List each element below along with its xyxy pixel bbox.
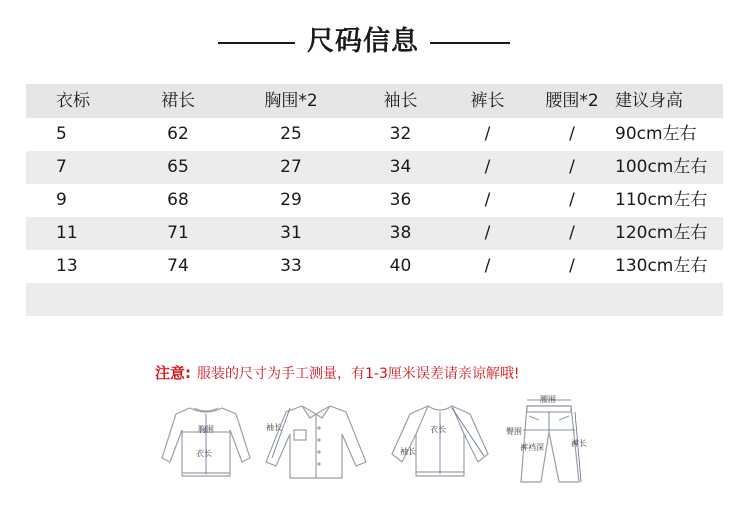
title-bar <box>0 22 750 62</box>
waist-label: 腰围 <box>540 395 556 404</box>
table-row-empty <box>26 283 723 316</box>
length-label: 衣长 <box>196 449 212 458</box>
shirt-outline-icon <box>262 400 370 482</box>
sleeve-label: 袖长 <box>400 447 416 456</box>
rise-label: 裤裆深 <box>520 443 544 452</box>
length-label: 衣长 <box>430 425 446 434</box>
table-cell: / <box>484 256 491 276</box>
notice-text: 服装的尺寸为手工测量，有1-3厘米误差请亲谅解哦! <box>197 366 520 382</box>
sweater-diagram <box>160 400 252 480</box>
size-table <box>26 84 723 316</box>
title-rule-left <box>218 42 295 44</box>
table-cell: / <box>484 157 491 177</box>
table-cell: 34 <box>389 157 412 177</box>
table-cell: 71 <box>167 223 189 243</box>
table-cell: 36 <box>389 190 412 210</box>
length-label: 裤长 <box>571 439 587 448</box>
table-cell: 5 <box>56 124 67 144</box>
header-cell: 建议身高 <box>615 90 683 111</box>
table-cell: / <box>569 223 575 243</box>
table-row <box>26 250 723 283</box>
table-cell: 33 <box>280 256 302 276</box>
chest-label: 胸围 <box>198 425 214 434</box>
notice <box>155 362 519 383</box>
header-cell: 腰围*2 <box>545 90 599 111</box>
table-cell: / <box>569 256 575 276</box>
table-cell: 11 <box>56 223 78 243</box>
raglan-diagram <box>390 400 490 480</box>
table-row <box>26 118 723 151</box>
table-cell: 40 <box>389 256 412 276</box>
table-cell: / <box>569 190 575 210</box>
pants-diagram <box>505 394 595 486</box>
table-cell: 38 <box>389 223 412 243</box>
shirt-diagram <box>262 400 370 482</box>
table-cell: 68 <box>167 190 189 210</box>
table-row <box>26 184 723 217</box>
table-row <box>26 151 723 184</box>
header-cell: 裙长 <box>161 90 195 111</box>
table-cell: / <box>569 157 575 177</box>
table-cell: 25 <box>280 124 302 144</box>
table-cell: 90cm左右 <box>615 124 697 144</box>
notice-label: 注意: <box>155 364 191 382</box>
table-cell: 27 <box>280 157 302 177</box>
sweater-outline-icon <box>160 400 252 480</box>
table-header <box>26 84 723 118</box>
raglan-outline-icon <box>390 400 490 480</box>
table-cell: 13 <box>56 256 78 276</box>
table-cell: 65 <box>167 157 189 177</box>
table-cell: / <box>484 124 491 144</box>
title-rule-right <box>430 42 510 44</box>
hip-label: 臀围 <box>506 427 522 436</box>
table-cell: 110cm左右 <box>615 190 708 210</box>
table-cell: 7 <box>56 157 67 177</box>
header-cell: 袖长 <box>383 90 418 111</box>
table-cell: 62 <box>167 124 189 144</box>
table-cell: / <box>484 223 491 243</box>
sleeve-label: 袖长 <box>266 423 282 432</box>
table-cell: 32 <box>389 124 412 144</box>
header-cell: 胸围*2 <box>264 90 318 111</box>
table-row <box>26 217 723 250</box>
table-cell: 120cm左右 <box>615 223 708 243</box>
table-cell: 130cm左右 <box>615 256 708 276</box>
table-cell: 29 <box>280 190 302 210</box>
table-cell: 74 <box>167 256 189 276</box>
table-cell: 9 <box>56 190 67 210</box>
table-cell: / <box>484 190 491 210</box>
table-cell: / <box>569 124 575 144</box>
header-cell: 裤长 <box>470 90 505 111</box>
page-title: 尺码信息 <box>307 26 419 57</box>
table-cell: 31 <box>280 223 302 243</box>
table-cell: 100cm左右 <box>615 157 708 177</box>
header-cell: 衣标 <box>56 90 90 111</box>
